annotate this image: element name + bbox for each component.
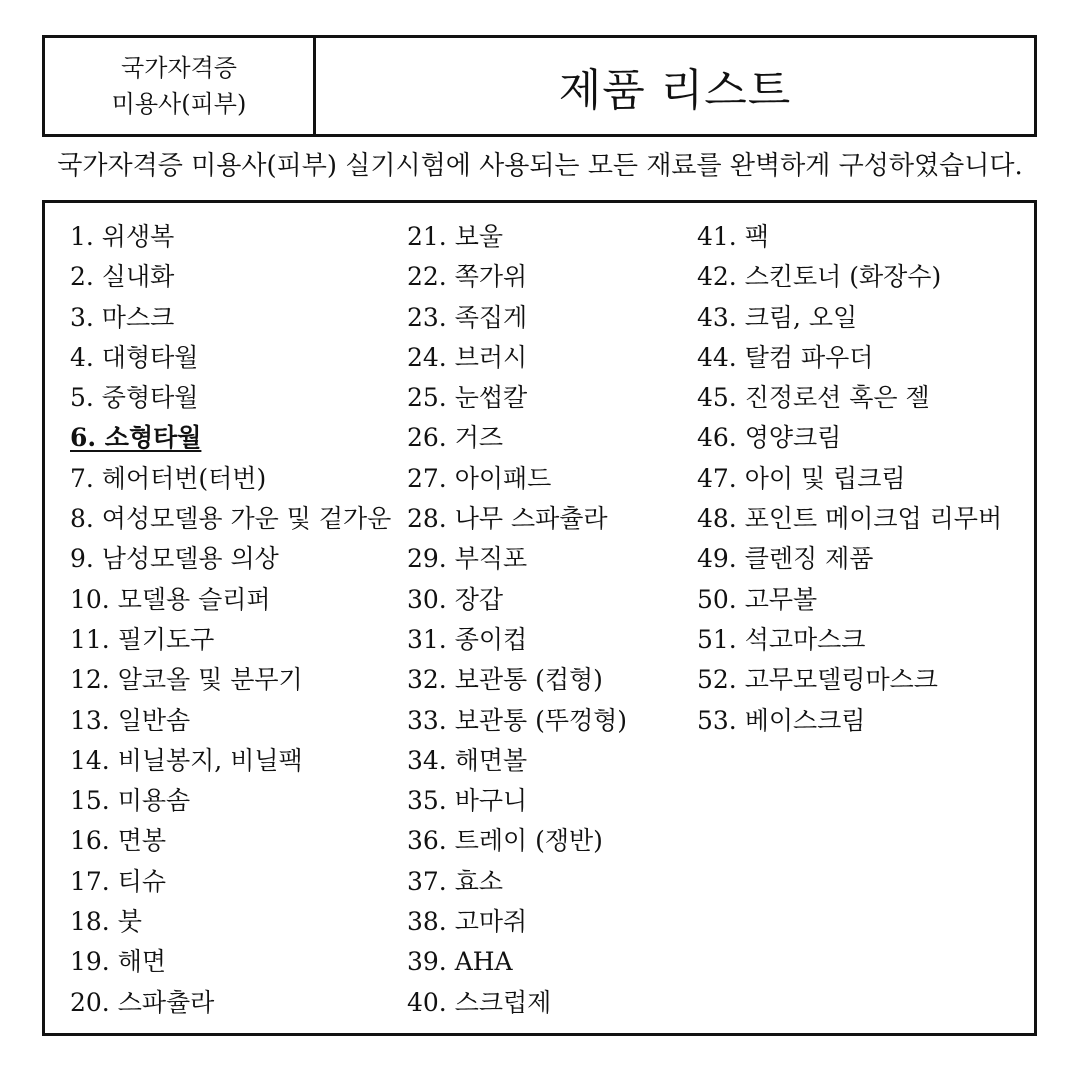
badge-line-1: 국가자격증	[121, 54, 237, 82]
product-list-item: 46. 영양크림	[697, 423, 842, 453]
product-list-item: 40. 스크럽제	[407, 987, 552, 1017]
product-list-item: 1. 위생복	[70, 222, 175, 251]
product-list-item: 16. 면봉	[70, 826, 167, 856]
product-list-item: 15. 미용솜	[70, 786, 191, 816]
product-list-item: 42. 스킨토너 (화장수)	[697, 262, 942, 292]
product-list-column-1	[70, 217, 391, 1023]
product-list-item: 53. 베이스크림	[697, 705, 866, 735]
product-list-item: 8. 여성모델용 가운 및 겉가운	[70, 504, 392, 534]
page-subtitle: 국가자격증 미용사(피부) 실기시험에 사용되는 모든 재료를 완벽하게 구성하였습니다.	[57, 151, 1023, 181]
product-list-item: 29. 부직포	[407, 544, 528, 574]
product-list-item: 3. 마스크	[70, 302, 175, 332]
page-title: 제품 리스트	[558, 65, 792, 116]
product-list-item: 7. 헤어터번(터번)	[70, 463, 267, 493]
product-list-item: 4. 대형타월	[70, 342, 199, 372]
product-list-item: 14. 비닐봉지, 비닐팩	[70, 745, 303, 775]
product-list-box	[42, 200, 1037, 1036]
product-list-item: 39. AHA	[407, 947, 513, 977]
product-list-item: 17. 티슈	[70, 866, 167, 896]
product-list-item: 41. 팩	[697, 222, 769, 251]
product-list-item: 45. 진정로션 혹은 젤	[697, 383, 930, 413]
product-list-item: 30. 장갑	[407, 584, 504, 614]
product-list-item: 23. 족집게	[407, 302, 528, 332]
badge-line-2: 미용사(피부)	[111, 90, 247, 118]
certification-badge	[45, 38, 316, 134]
product-list-item: 43. 크림, 오일	[697, 302, 858, 332]
product-list-item: 47. 아이 및 립크림	[697, 463, 906, 493]
product-list-item: 12. 알코올 및 분무기	[70, 665, 303, 695]
product-list-column-2	[407, 217, 627, 1023]
product-list-item: 33. 보관통 (뚜껑형)	[407, 705, 628, 735]
product-list-item: 10. 모델용 슬리퍼	[70, 584, 271, 614]
product-list-item: 25. 눈썹칼	[407, 383, 528, 413]
product-list-item: 52. 고무모델링마스크	[697, 665, 938, 695]
product-list-item: 13. 일반솜	[70, 705, 191, 735]
product-list-item: 48. 포인트 메이크업 리무버	[697, 504, 1003, 534]
product-list-item: 18. 붓	[70, 907, 142, 937]
product-list-item: 32. 보관통 (컵형)	[407, 665, 603, 695]
product-list-item: 31. 종이컵	[407, 624, 528, 654]
product-list-item: 49. 클렌징 제품	[697, 544, 874, 574]
product-list-column-3	[697, 217, 1002, 741]
product-list-item: 6. 소형타월	[70, 423, 202, 453]
product-list-item: 2. 실내화	[70, 262, 175, 292]
product-list-item: 24. 브러시	[407, 342, 528, 372]
header-box	[42, 35, 1037, 137]
product-list-item: 20. 스파츌라	[70, 987, 215, 1017]
product-list-item: 19. 해면	[70, 947, 167, 977]
product-list-item: 27. 아이패드	[407, 463, 552, 493]
product-list-item: 44. 탈컴 파우더	[697, 342, 874, 372]
product-list-item: 5. 중형타월	[70, 383, 199, 413]
product-list-item: 26. 거즈	[407, 423, 504, 453]
product-list-item: 50. 고무볼	[697, 584, 818, 614]
product-list-item: 38. 고마쥐	[407, 907, 528, 937]
product-list-item: 22. 쪽가위	[407, 262, 528, 292]
product-list-item: 34. 해면볼	[407, 745, 528, 775]
product-list-item: 21. 보울	[407, 222, 504, 251]
product-list-item: 9. 남성모델용 의상	[70, 544, 279, 574]
product-list-item: 11. 필기도구	[70, 624, 215, 654]
product-list-item: 35. 바구니	[407, 786, 528, 816]
product-list-item: 51. 석고마스크	[697, 624, 866, 654]
product-list-item: 37. 효소	[407, 866, 504, 896]
product-list-item: 36. 트레이 (쟁반)	[407, 826, 603, 856]
product-list-item: 28. 나무 스파츌라	[407, 504, 608, 534]
